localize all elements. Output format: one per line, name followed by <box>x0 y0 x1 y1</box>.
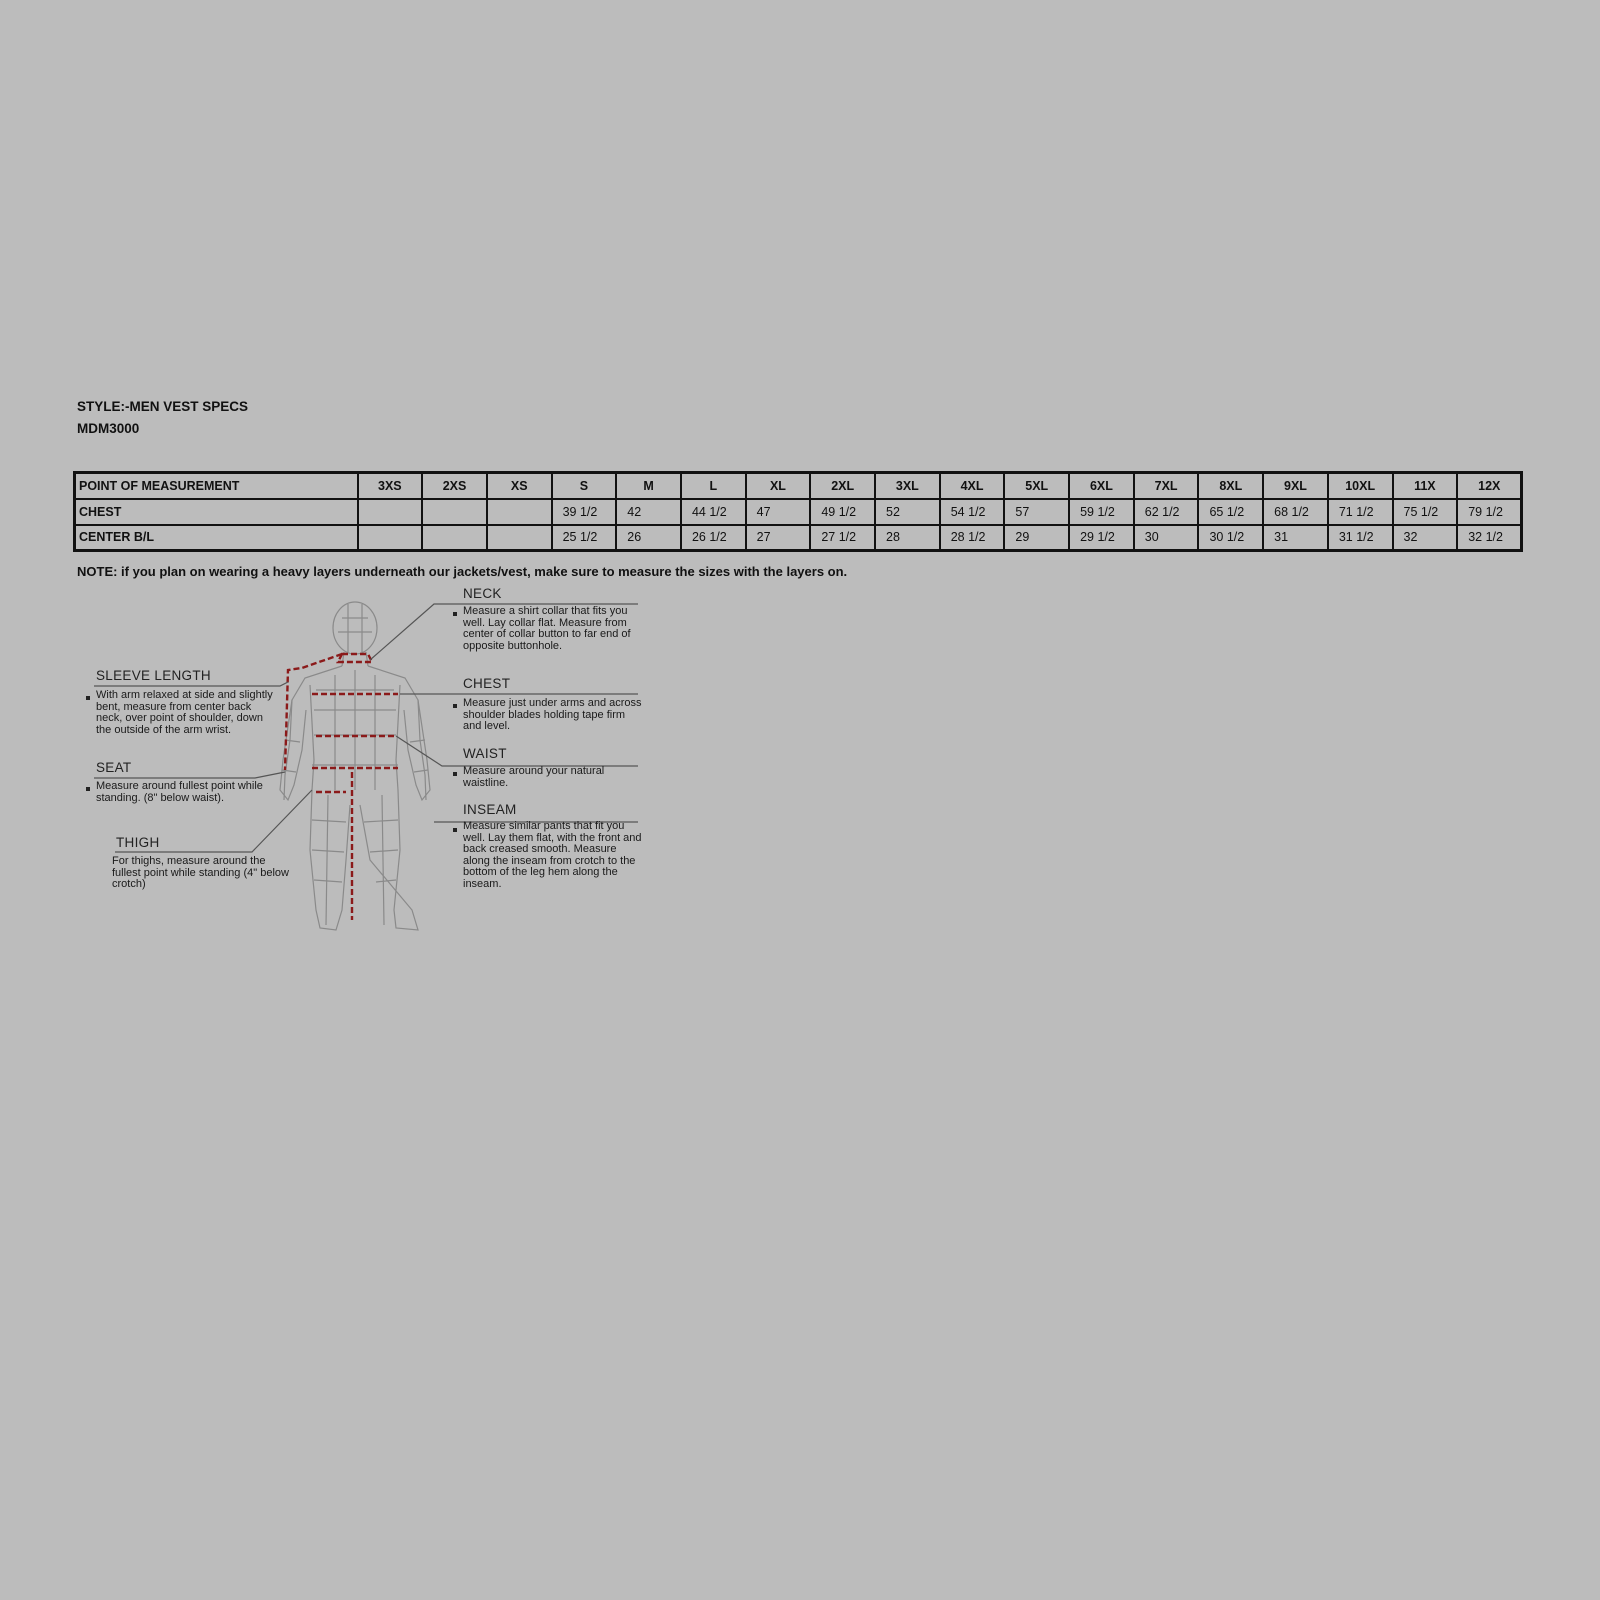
seat-bullet <box>86 787 90 791</box>
chest-bullet <box>453 704 457 708</box>
size-column-header: M <box>616 473 681 499</box>
measurement-value: 27 1/2 <box>810 525 875 551</box>
waist-title: WAIST <box>463 746 507 761</box>
size-column-header: 3XL <box>875 473 940 499</box>
measurement-value: 28 <box>875 525 940 551</box>
inseam-bullet <box>453 828 457 832</box>
measurement-value: 44 1/2 <box>681 499 746 525</box>
measurement-value: 30 <box>1134 525 1199 551</box>
measurement-value: 68 1/2 <box>1263 499 1328 525</box>
neck-text: Measure a shirt collar that fits you well. Lay collar flat. Measure from center of collar button to far end of opposite buttonhole. <box>463 605 631 652</box>
measurement-value: 39 1/2 <box>552 499 617 525</box>
measurement-value: 29 1/2 <box>1069 525 1134 551</box>
spec-header <box>77 396 248 440</box>
thigh-text: For thighs, measure around the fullest point while standing (4" below crotch) <box>112 855 289 890</box>
sleeve-text: With arm relaxed at side and slightly bent, measure from center back neck, over point of shoulder, down the outside of the arm wrist. <box>96 689 273 736</box>
measurement-value: 62 1/2 <box>1134 499 1199 525</box>
measurement-value <box>358 499 423 525</box>
measurement-value: 26 <box>616 525 681 551</box>
measurement-label: CHEST <box>75 499 358 525</box>
seat-title: SEAT <box>96 760 132 775</box>
measurement-value: 32 1/2 <box>1457 525 1522 551</box>
thigh-title: THIGH <box>116 835 160 850</box>
measurement-value: 71 1/2 <box>1328 499 1393 525</box>
measurement-value: 31 1/2 <box>1328 525 1393 551</box>
chest-title: CHEST <box>463 676 511 691</box>
size-column-header: 3XS <box>358 473 423 499</box>
measurement-value: 30 1/2 <box>1198 525 1263 551</box>
table-row <box>75 525 1522 551</box>
seat-text: Measure around fullest point while standing. (8" below waist). <box>96 780 263 804</box>
size-column-header: XL <box>746 473 811 499</box>
waist-bullet <box>453 772 457 776</box>
measurement-value: 52 <box>875 499 940 525</box>
measurement-value: 54 1/2 <box>940 499 1005 525</box>
measurement-value: 26 1/2 <box>681 525 746 551</box>
size-column-header: 10XL <box>1328 473 1393 499</box>
size-column-header: 7XL <box>1134 473 1199 499</box>
measurement-value: 29 <box>1004 525 1069 551</box>
measurement-value <box>358 525 423 551</box>
measurement-value: 57 <box>1004 499 1069 525</box>
size-column-header: 6XL <box>1069 473 1134 499</box>
size-column-header: L <box>681 473 746 499</box>
measurement-value <box>422 525 487 551</box>
style-code: MDM3000 <box>77 421 140 436</box>
measurement-value: 59 1/2 <box>1069 499 1134 525</box>
waist-text: Measure around your natural waistline. <box>463 765 605 789</box>
measurement-value: 65 1/2 <box>1198 499 1263 525</box>
size-column-header: 4XL <box>940 473 1005 499</box>
measurement-value: 79 1/2 <box>1457 499 1522 525</box>
size-column-header: 9XL <box>1263 473 1328 499</box>
style-title: STYLE:-MEN VEST SPECS <box>77 399 249 414</box>
size-column-header: 12X <box>1457 473 1522 499</box>
measurement-value <box>487 525 552 551</box>
measurement-value <box>487 499 552 525</box>
size-column-header: 8XL <box>1198 473 1263 499</box>
neck-bullet <box>453 612 457 616</box>
measurement-value: 75 1/2 <box>1393 499 1458 525</box>
layering-note: NOTE: if you plan on wearing a heavy layers underneath our jackets/vest, make sure to measure the sizes with the layers on. <box>77 564 848 579</box>
measurement-value <box>422 499 487 525</box>
sleeve-bullet <box>86 696 90 700</box>
size-column-header: 2XL <box>810 473 875 499</box>
sleeve-title: SLEEVE LENGTH <box>96 668 211 683</box>
size-column-header: 5XL <box>1004 473 1069 499</box>
measurement-label: CENTER B/L <box>75 525 358 551</box>
inseam-text: Measure similar pants that fit you well. Lay them flat, with the front and back creased smooth. Measure along the inseam from crotch to the bottom of the leg hem along the inseam. <box>463 820 642 890</box>
table-header-row <box>75 473 1522 499</box>
size-column-header: 11X <box>1393 473 1458 499</box>
size-column-header: S <box>552 473 617 499</box>
table-row <box>75 499 1522 525</box>
measurement-value: 49 1/2 <box>810 499 875 525</box>
measurement-value: 47 <box>746 499 811 525</box>
measurement-value: 31 <box>1263 525 1328 551</box>
measurement-guide <box>80 586 650 960</box>
column-header-point-of-measurement: POINT OF MEASUREMENT <box>75 473 358 499</box>
measurement-value: 42 <box>616 499 681 525</box>
neck-title: NECK <box>463 586 502 601</box>
measurement-value: 28 1/2 <box>940 525 1005 551</box>
size-spec-table <box>73 471 1523 552</box>
chest-text: Measure just under arms and across shoulder blades holding tape firm and level. <box>463 697 642 732</box>
measurement-value: 25 1/2 <box>552 525 617 551</box>
inseam-title: INSEAM <box>463 802 517 817</box>
size-column-header: 2XS <box>422 473 487 499</box>
size-column-header: XS <box>487 473 552 499</box>
measurement-value: 27 <box>746 525 811 551</box>
measurement-value: 32 <box>1393 525 1458 551</box>
